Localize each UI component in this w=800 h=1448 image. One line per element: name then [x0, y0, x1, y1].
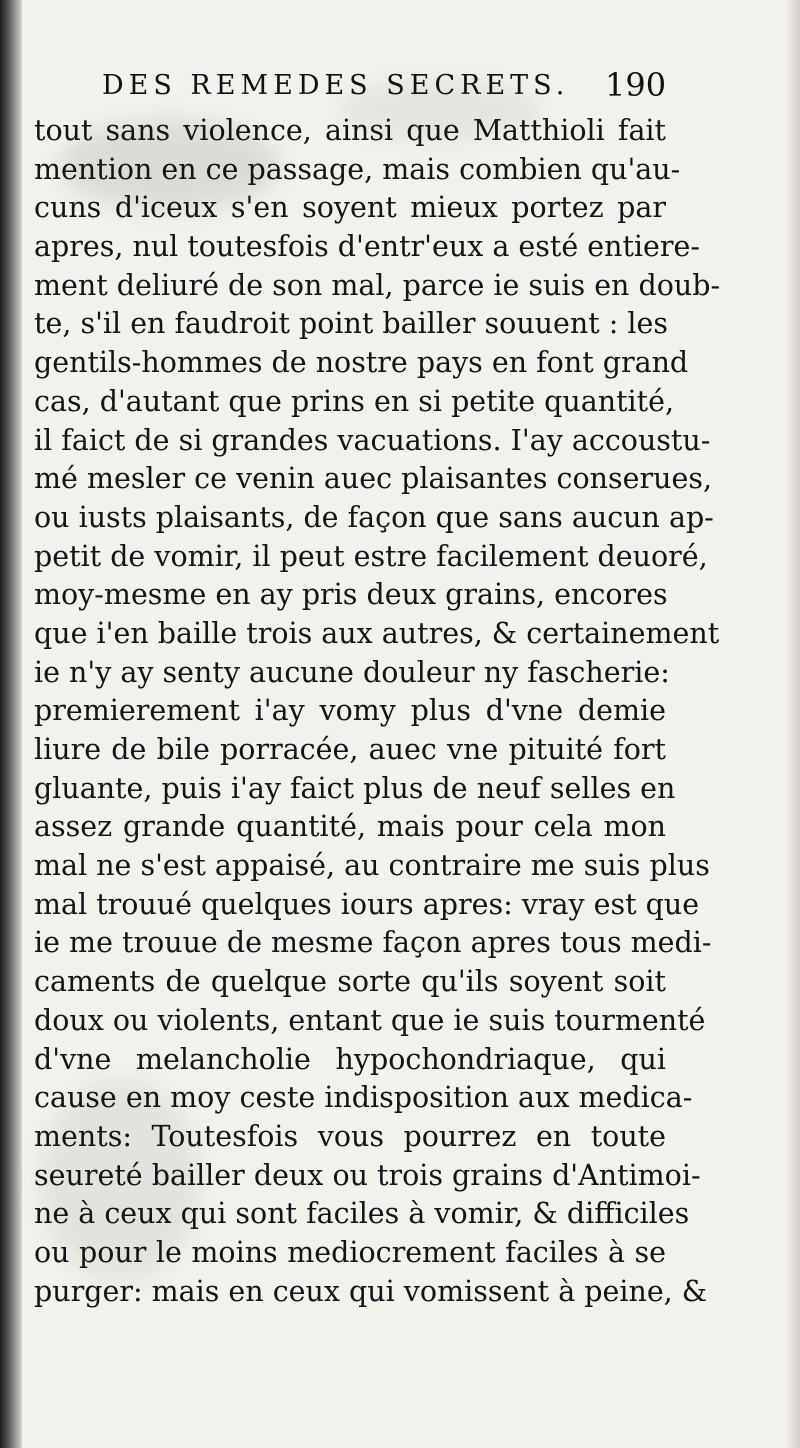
text-line: que i'en baille trois aux autres, & certainement	[34, 616, 720, 650]
text-line: purger: mais en ceux qui vomissent à peine, &	[34, 1274, 708, 1308]
text-line: seureté bailler deux ou trois grains d'Antimoi-	[34, 1158, 701, 1192]
running-head: DES REMEDES SECRETS.	[102, 70, 570, 101]
text-line: mal ne s'est appaisé, au contraire me suis plus	[34, 849, 710, 883]
text-line: ie n'y ay senty aucune douleur ny fascherie:	[34, 655, 670, 689]
text-line: caments de quelque sorte qu'ils soyent soit	[34, 965, 666, 999]
text-line: ie me trouue de mesme façon apres tous medi-	[34, 926, 712, 960]
text-line: gentils-hommes de nostre pays en font grand	[34, 346, 689, 380]
text-line: cuns d'iceux s'en soyent mieux portez par	[34, 191, 666, 225]
text-line: ne à ceux qui sont faciles à vomir, & difficiles	[34, 1197, 690, 1231]
page-gutter-shadow	[0, 0, 22, 1448]
text-line: cas, d'autant que prins en si petite quantité,	[34, 384, 675, 418]
text-line: d'vne melancholie hypochondriaque, qui	[34, 1042, 666, 1076]
text-line: ou iusts plaisants, de façon que sans aucun ap-	[34, 500, 714, 534]
text-line: apres, nul toutesfois d'entr'eux a esté entiere-	[34, 230, 701, 264]
body-text	[34, 112, 721, 1311]
text-line: premierement i'ay vomy plus d'vne demie	[34, 694, 666, 728]
text-line: tout sans violence, ainsi que Matthioli fait	[34, 114, 666, 147]
text-line: mé mesler ce venin auec plaisantes conserues,	[34, 462, 713, 496]
text-line: moy-mesme en ay pris deux grains, encores	[34, 578, 668, 612]
text-line: te, s'il en faudroit point bailler souuent : les	[34, 307, 669, 341]
text-line: ment deliuré de son mal, parce ie suis en doub-	[34, 268, 721, 302]
text-line: gluante, puis i'ay faict plus de neuf selles en	[34, 771, 676, 805]
text-line: petit de vomir, il peut estre facilement deuoré,	[34, 539, 708, 573]
text-line: assez grande quantité, mais pour cela mon	[34, 810, 666, 844]
page-edge	[786, 0, 800, 1448]
page-number: 190	[605, 66, 667, 104]
text-line: ments: Toutesfois vous pourrez en toute	[34, 1119, 666, 1153]
text-line: liure de bile porracée, auec vne pituité fort	[34, 733, 666, 766]
text-line: ou pour le moins mediocrement faciles à se	[34, 1235, 666, 1269]
text-line: doux ou violents, entant que ie suis tourmenté	[34, 1003, 706, 1037]
text-line: mention en ce passage, mais combien qu'au-	[34, 152, 681, 186]
text-line: cause en moy ceste indisposition aux medica-	[34, 1081, 693, 1115]
text-line: il faict de si grandes vacuations. I'ay accoustu-	[34, 423, 711, 457]
text-line: mal trouué quelques iours apres: vray est que	[34, 887, 700, 921]
